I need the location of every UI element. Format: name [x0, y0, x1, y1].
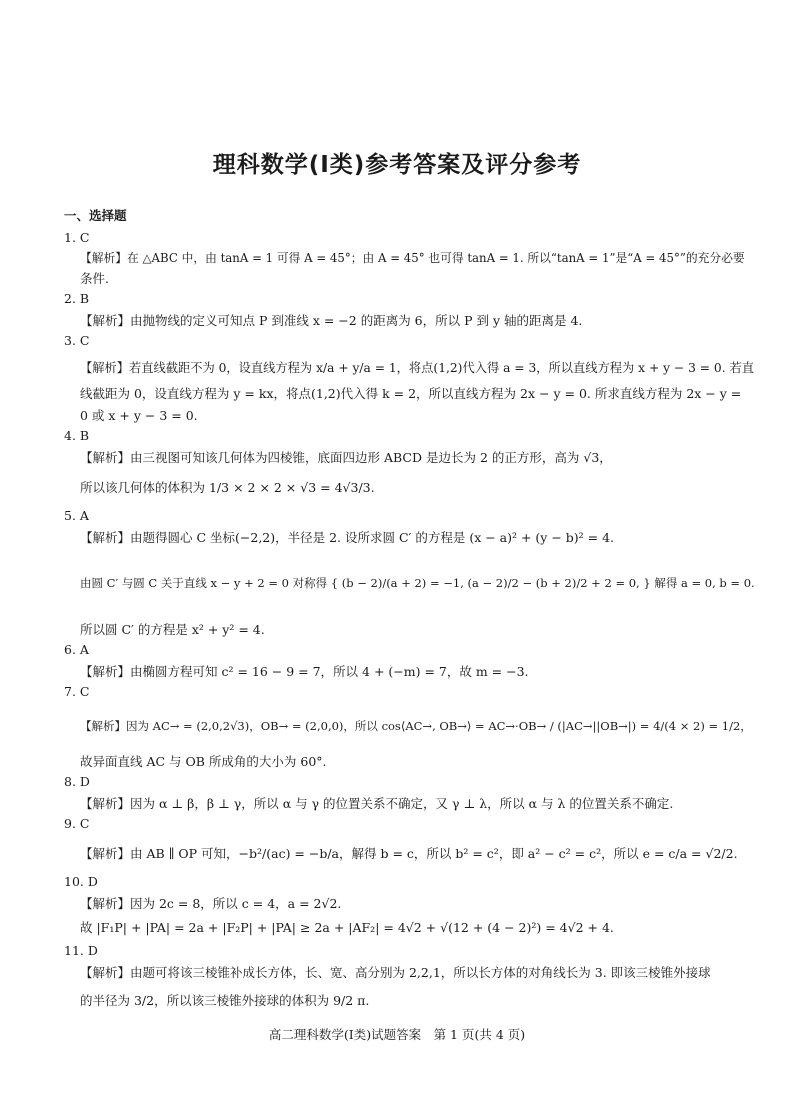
question-number: 1. C [64, 230, 90, 245]
analysis-line: 所以圆 C′ 的方程是 x² + y² = 4. [80, 622, 265, 637]
analysis-line: 【解析】由题得圆心 C 坐标(−2,2)，半径是 2. 设所求圆 C′ 的方程是 (x − a)² + (y − b)² = 4. [80, 530, 615, 545]
question-number: 2. B [64, 291, 90, 306]
analysis-line: 【解析】因为 α ⊥ β，β ⊥ γ，所以 α 与 γ 的位置关系不确定，又 γ ⊥ λ，所以 α 与 λ 的位置关系不确定. [80, 796, 674, 811]
question-number: 6. A [64, 642, 89, 657]
analysis-line: 【解析】由椭圆方程可知 c² = 16 − 9 = 7，所以 4 + (−m) = 7，故 m = −3. [80, 664, 529, 679]
analysis-line: 【解析】在 △ABC 中，由 tanA = 1 可得 A = 45°；由 A = 45° 也可得 tanA = 1. 所以“tanA = 1”是“A = 45°”的充分必要 [80, 251, 745, 265]
analysis-line: 【解析】由 AB ∥ OP 可知，−b²/(ac) = −b/a，解得 b = c，所以 b² = c²，即 a² − c² = c²，所以 e = c/a = √2/2. [80, 846, 738, 861]
analysis-line: 故 |F₁P| + |PA| = 2a + |F₂P| + |PA| ≥ 2a + |AF₂| = 4√2 + √(12 + (4 − 2)²) = 4√2 + 4. [80, 920, 614, 935]
question-number: 4. B [64, 428, 90, 443]
analysis-line: 【解析】因为 AC→ = (2,0,2√3)，OB→ = (2,0,0)，所以 cos⟨AC→, OB→⟩ = AC→·OB→ / (|AC→||OB→|) = 4/(4 × 2) = 1/2， [80, 719, 752, 733]
question-number: 8. D [64, 774, 90, 789]
question-number: 9. C [64, 816, 90, 831]
analysis-line: 【解析】因为 2c = 8，所以 c = 4，a = 2√2. [80, 896, 342, 911]
section-heading: 一、选择题 [64, 208, 127, 223]
analysis-line: 故异面直线 AC 与 OB 所成角的大小为 60°. [80, 754, 327, 769]
analysis-line: 由圆 C′ 与圆 C 关于直线 x − y + 2 = 0 对称得 { (b − 2)/(a + 2) = −1, (a − 2)/2 − (b + 2)/2 + 2 = 0, } 解得 a = 0, b = 0. [80, 576, 755, 590]
question-number: 11. D [64, 943, 98, 958]
analysis-line: 【解析】由三视图可知该几何体为四棱锥，底面四边形 ABCD 是边长为 2 的正方形，高为 √3， [80, 450, 612, 465]
analysis-line: 【解析】由题可将该三棱锥补成长方体，长、宽、高分别为 2,2,1，所以长方体的对角线长为 3. 即该三棱锥外接球 [80, 965, 711, 980]
analysis-line: 【解析】若直线截距不为 0，设直线方程为 x/a + y/a = 1，将点(1,2)代入得 a = 3，所以直线方程为 x + y − 3 = 0. 若直 [80, 361, 755, 375]
analysis-line: 条件. [80, 271, 109, 286]
analysis-line: 的半径为 3/2，所以该三棱锥外接球的体积为 9/2 π. [80, 993, 370, 1008]
question-number: 7. C [64, 684, 90, 699]
analysis-line: 所以该几何体的体积为 1/3 × 2 × 2 × √3 = 4√3/3. [80, 480, 375, 495]
question-number: 10. D [64, 874, 98, 889]
question-number: 3. C [64, 333, 90, 348]
analysis-line: 【解析】由抛物线的定义可知点 P 到准线 x = −2 的距离为 6，所以 P 到 y 轴的距离是 4. [80, 313, 583, 328]
page-title: 理科数学(Ⅰ类)参考答案及评分参考 [212, 152, 582, 178]
analysis-line: 0 或 x + y − 3 = 0. [80, 408, 198, 423]
question-number: 5. A [64, 508, 89, 523]
page-footer: 高二理科数学(Ⅰ类)试题答案 第 1 页(共 4 页) [268, 1027, 526, 1042]
analysis-line: 线截距为 0，设直线方程为 y = kx，将点(1,2)代入得 k = 2，所以直线方程为 2x − y = 0. 所求直线方程为 2x − y = [80, 386, 742, 401]
